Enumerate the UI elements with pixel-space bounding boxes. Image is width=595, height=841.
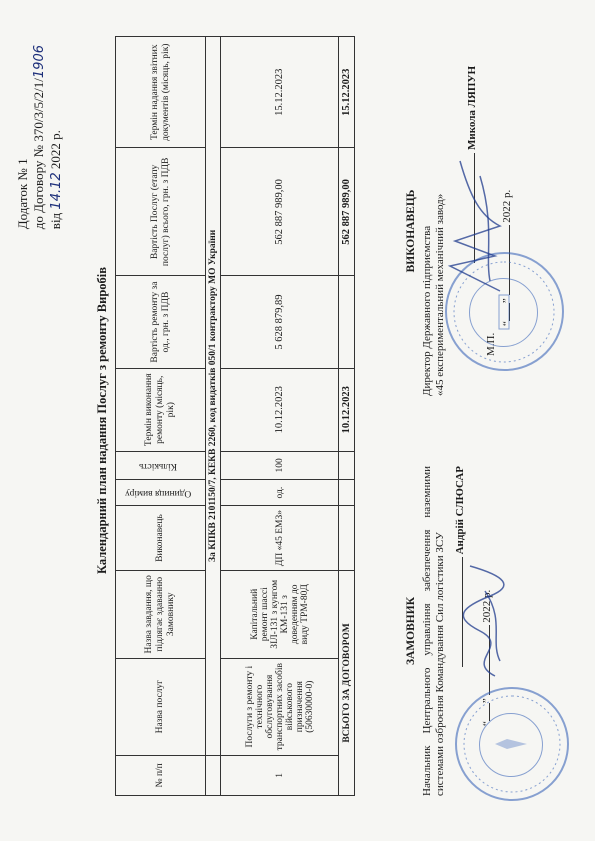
- total-row: [339, 37, 355, 796]
- annex-contract-text: до Договору № 370/3/5/2/1/: [31, 78, 46, 230]
- total-report-term: 15.12.2023: [339, 37, 355, 148]
- contractor-signature-scribble-icon: [440, 156, 520, 296]
- customer-heading: ЗАМОВНИК: [405, 596, 417, 666]
- contractor-position-1: Директор Державного підприємства: [420, 225, 433, 396]
- annex-contract: [31, 45, 48, 229]
- table-header-row: [116, 37, 206, 796]
- table-row: [221, 37, 339, 796]
- total-label: ВСЬОГО ЗА ДОГОВОРОМ: [339, 570, 355, 795]
- row-term: 10.12.2023: [221, 368, 339, 451]
- header-executor: Виконавець: [116, 506, 206, 571]
- contractor-date: “” 2022 р.: [500, 189, 513, 326]
- contractor-position-2: «45 експериментальний механічний завод»: [434, 193, 446, 396]
- customer-date: “” 2022 р.: [481, 589, 493, 726]
- row-executor: ДП «45 ЕМЗ»: [221, 506, 339, 571]
- annex-header: [15, 45, 65, 229]
- budget-code-subheader: За КПКВ 2101150/7, КЕКВ 2260, код видатків 050/1 контрактору МО України: [206, 37, 221, 756]
- row-unit: од.: [221, 480, 339, 506]
- handwritten-date: 14.12: [49, 172, 64, 210]
- customer-stamp-emblem-icon: [457, 689, 567, 799]
- calendar-plan-table: [115, 36, 355, 796]
- annex-date: [48, 45, 65, 229]
- contractor-name: Микола ЛЯПУН: [465, 66, 478, 151]
- header-qty-text: Кількість: [139, 460, 178, 471]
- row-service: Послуги з ремонту і технічного обслуговування транспортних засобів військового призначення (50630000-0): [221, 658, 339, 755]
- customer-stamp-icon: [455, 687, 569, 801]
- header-unit-text: Одиниця виміру: [125, 488, 192, 499]
- annex-number: Додаток № 1: [15, 158, 30, 230]
- customer-date-year: 2022 р.: [481, 589, 493, 623]
- header-num: № п/п: [116, 755, 206, 795]
- customer-signature-scribble-icon: [455, 561, 515, 681]
- table-subheader-row: [206, 37, 221, 796]
- header-task: Назва завдання, що підлягає здаванню Замовнику: [116, 570, 206, 658]
- header-report-term: Термін надання звітних документів (місяць, рік): [116, 37, 206, 148]
- total-term: 10.12.2023: [339, 368, 355, 451]
- row-num: 1: [221, 755, 339, 795]
- annex-date-year: 2022 р.: [48, 130, 63, 170]
- header-term: Термін виконання ремонту (місяць, рік): [116, 368, 206, 451]
- header-qty: [116, 451, 206, 479]
- row-qty: 100: [221, 451, 339, 479]
- annex-date-prefix: від: [48, 209, 63, 230]
- plan-title: Календарний план надання Послуг з ремонту Виробів: [95, 267, 109, 574]
- row-unit-price: 5 628 879,89: [221, 276, 339, 368]
- contractor-heading: ВИКОНАВЕЦЬ: [405, 189, 417, 273]
- row-total: 562 887 989,00: [221, 148, 339, 276]
- customer-name: Андрій СЛЮСАР: [453, 466, 466, 555]
- contractor-mp: М.П.: [485, 332, 497, 356]
- handwritten-contract-number: 1906: [32, 45, 47, 79]
- header-total: Вартість Послуг (етапу послуг) всього, грн. з ПДВ: [116, 148, 206, 276]
- header-unit-price: Вартість ремонту за од., грн. з ПДВ: [116, 276, 206, 368]
- header-unit: [116, 480, 206, 506]
- row-report-term: 15.12.2023: [221, 37, 339, 148]
- total-sum: 562 887 989,00: [339, 148, 355, 276]
- row-task: Капітальний ремонт шассі ЗІЛ-131 з кунгом КМ-131 з доведенням до виду ТРМ-80Д: [221, 570, 339, 658]
- customer-position: Начальник Центрального управління забезпечення наземними системами озброєння Командування Сил логістики ЗСУ: [420, 466, 446, 796]
- header-service: Назва послуг: [116, 658, 206, 755]
- contractor-date-year: 2022 р.: [500, 189, 513, 223]
